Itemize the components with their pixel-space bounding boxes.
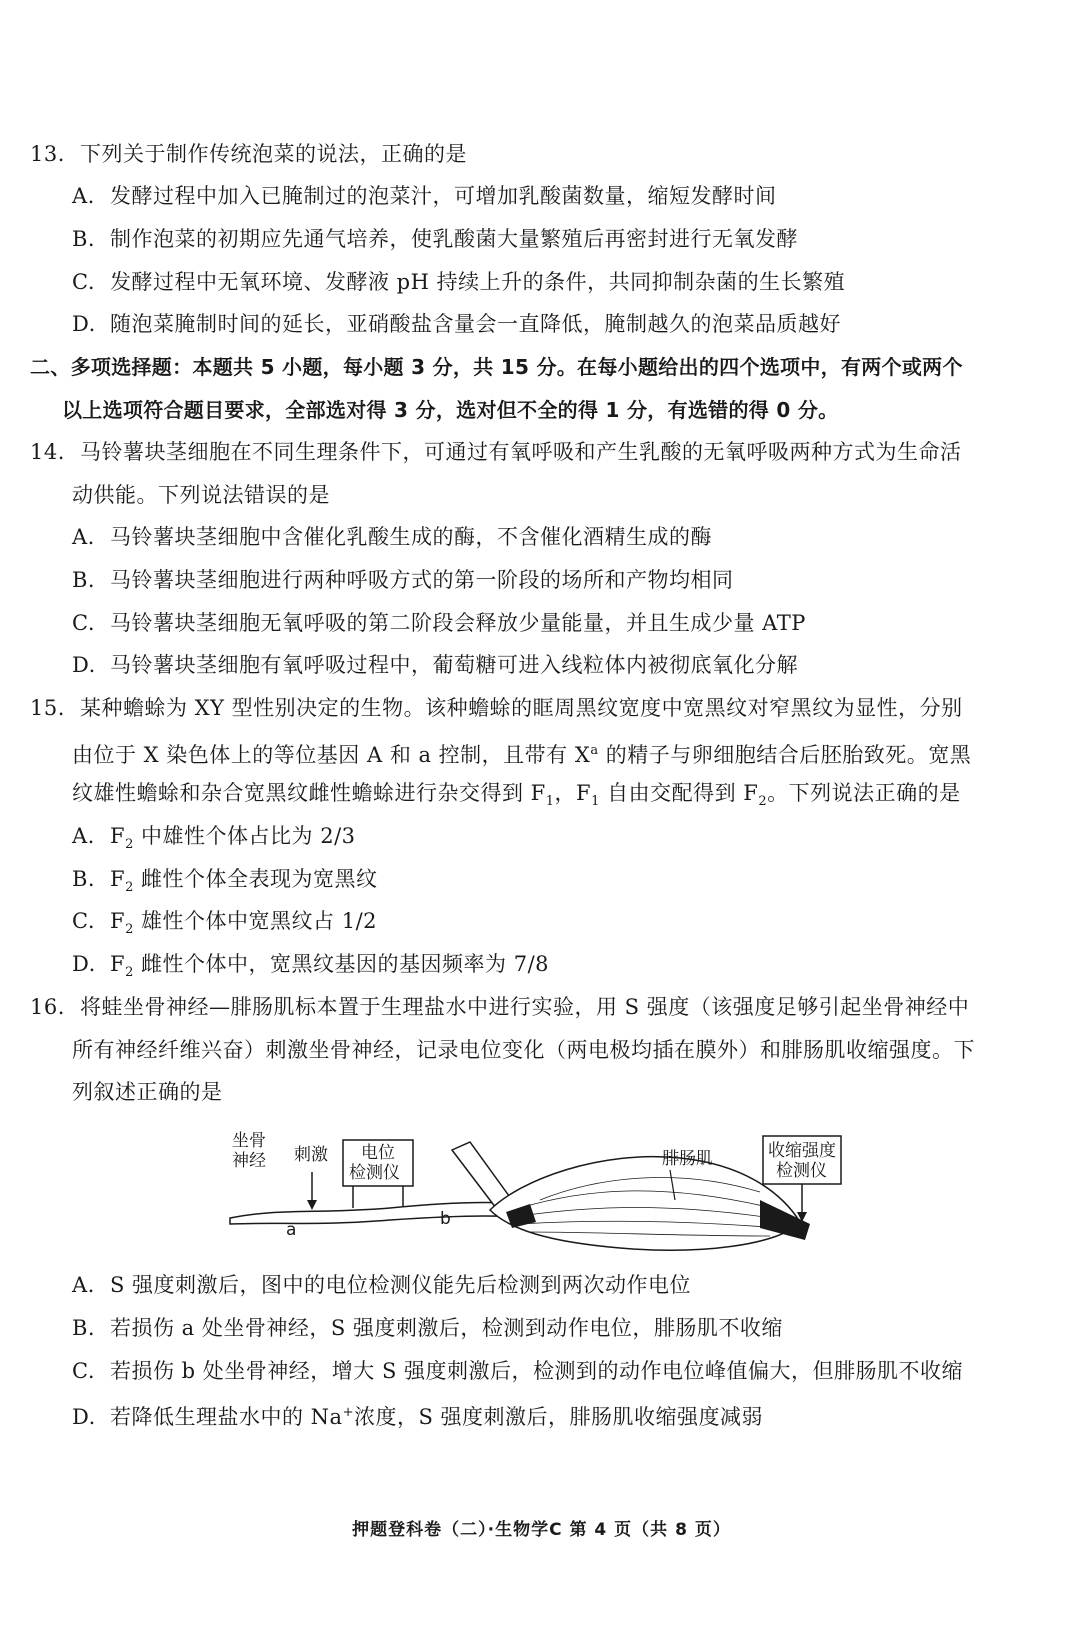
question-15-stem-cont-1: 由位于 X 染色体上的等位基因 A 和 a 控制，且带有 $X^a$ 的精子与卵细胞结合后胚胎致死。宽黑 — [72, 743, 972, 767]
label-point-a: a — [286, 1220, 297, 1240]
question-15-stem-cont-2: 纹雄性蟾蜍和杂合宽黑纹雌性蟾蜍进行杂交得到 $F_1$，$F_1$ 自由交配得到 $F_2$。下列说法正确的是 — [72, 781, 961, 810]
option-14-c: C. 马铃薯块茎细胞无氧呼吸的第二阶段会释放少量能量，并且生成少量 ATP — [72, 611, 806, 635]
option-15-c: C. $F_2$ 雄性个体中宽黑纹占 1/2 — [72, 909, 378, 938]
femur-bone — [452, 1142, 512, 1208]
question-number: 15. — [30, 696, 65, 720]
option-14-d: D. 马铃薯块茎细胞有氧呼吸过程中，葡萄糖可进入线粒体内被彻底氧化分解 — [72, 653, 798, 677]
label-point-b: b — [440, 1209, 451, 1229]
option-16-c: C. 若损伤 b 处坐骨神经，增大 S 强度刺激后，检测到的动作电位峰值偏大，但腓肠肌不收缩 — [72, 1359, 964, 1383]
nerve-muscle-figure — [220, 1120, 860, 1260]
option-15-a: A. $F_2$ 中雄性个体占比为 2/3 — [72, 824, 356, 853]
question-14-stem: 14. 马铃薯块茎细胞在不同生理条件下，可通过有氧呼吸和产生乳酸的无氧呼吸两种方式为生命活 — [30, 437, 962, 467]
label-stimulus: 刺激 — [294, 1145, 328, 1165]
option-15-d: D. $F_2$ 雌性个体中，宽黑纹基因的基因频率为 7/8 — [72, 952, 550, 981]
option-14-b: B. 马铃薯块茎细胞进行两种呼吸方式的第一阶段的场所和产物均相同 — [72, 568, 734, 592]
section-header-line-1: 二、多项选择题：本题共 5 小题，每小题 3 分，共 15 分。在每小题给出的四个选项中，有两个或两个 — [30, 355, 963, 379]
label-sciatic-1: 坐骨 — [232, 1131, 266, 1151]
label-contraction-2: 检测仪 — [776, 1161, 827, 1181]
question-16-stem-cont-2: 列叙述正确的是 — [72, 1080, 223, 1104]
option-16-b: B. 若损伤 a 处坐骨神经，S 强度刺激后，检测到动作电位，腓肠肌不收缩 — [72, 1316, 783, 1340]
section-header-line-2: 以上选项符合题目要求，全部选对得 3 分，选对但不全的得 1 分，有选错的得 0 分。 — [62, 398, 839, 422]
option-15-b: B. $F_2$ 雌性个体全表现为宽黑纹 — [72, 867, 378, 896]
question-number: 16. — [30, 995, 65, 1019]
question-14-stem-cont: 动供能。下列说法错误的是 — [72, 483, 330, 507]
label-contraction-1: 收缩强度 — [768, 1141, 836, 1161]
label-potential-1: 电位 — [361, 1143, 395, 1163]
option-13-b: B. 制作泡菜的初期应先通气培养，使乳酸菌大量繁殖后再密封进行无氧发酵 — [72, 227, 798, 251]
page-footer: 押题登科卷（二）·生物学C 第 4 页（共 8 页） — [352, 1520, 731, 1540]
question-13-stem: 13. 下列关于制作传统泡菜的说法，正确的是 — [30, 139, 467, 169]
label-muscle: 腓肠肌 — [662, 1149, 713, 1169]
option-13-a: A. 发酵过程中加入已腌制过的泡菜汁，可增加乳酸菌数量，缩短发酵时间 — [72, 184, 777, 208]
question-number: 14. — [30, 440, 65, 464]
question-15-stem: 15. 某种蟾蜍为 XY 型性别决定的生物。该种蟾蜍的眶周黑纹宽度中宽黑纹对窄黑纹为显性，分别 — [30, 693, 963, 723]
question-16-stem: 16. 将蛙坐骨神经—腓肠肌标本置于生理盐水中进行实验，用 S 强度（该强度足够引起坐骨神经中 — [30, 992, 969, 1022]
option-13-d: D. 随泡菜腌制时间的延长，亚硝酸盐含量会一直降低，腌制越久的泡菜品质越好 — [72, 312, 841, 336]
option-14-a: A. 马铃薯块茎细胞中含催化乳酸生成的酶，不含催化酒精生成的酶 — [72, 525, 712, 549]
option-16-d: D. 若降低生理盐水中的 Na+浓度，S 强度刺激后，腓肠肌收缩强度减弱 — [72, 1405, 764, 1429]
question-number: 13. — [30, 142, 65, 166]
label-sciatic-2: 神经 — [232, 1151, 266, 1171]
option-16-a: A. S 强度刺激后，图中的电位检测仪能先后检测到两次动作电位 — [72, 1273, 692, 1297]
option-13-c: C. 发酵过程中无氧环境、发酵液 pH 持续上升的条件，共同抑制杂菌的生长繁殖 — [72, 270, 846, 294]
label-potential-2: 检测仪 — [349, 1163, 400, 1183]
question-16-stem-cont-1: 所有神经纤维兴奋）刺激坐骨神经，记录电位变化（两电极均插在膜外）和腓肠肌收缩强度。下 — [72, 1038, 975, 1062]
